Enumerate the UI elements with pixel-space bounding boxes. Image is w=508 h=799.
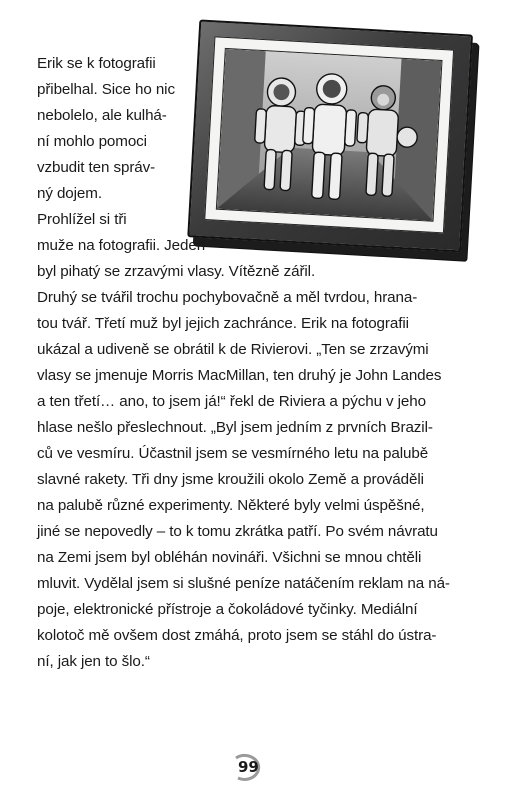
text-line: na Zemi jsem byl obléhán novináři. Všichni se mnou chtěli: [37, 549, 422, 566]
photo-mat: [204, 36, 454, 233]
text-line: přibelhal. Sice ho nic: [37, 81, 175, 98]
text-line: nebolelo, ale kulhá-: [37, 107, 167, 124]
text-line: ukázal a udiveně se obrátil k de Rivierovi. „Ten se zrzavými: [37, 341, 429, 358]
text-line: ců ve vesmíru. Účastnil jsem se vesmírného letu na palubě: [37, 445, 429, 462]
text-line: poje, elektronické přístroje a čokoládové tyčinky. Mediální: [37, 601, 418, 618]
text-line: ní, jak jen to šlo.“: [37, 653, 150, 670]
page-number: [228, 752, 272, 784]
text-line: slavné rakety. Tři dny jsme kroužili okolo Země a prováděli: [37, 471, 424, 488]
text-line: vlasy se jmenuje Morris MacMillan, ten druhý je John Landes: [37, 367, 442, 384]
text-line: Prohlížel si tři: [37, 211, 127, 228]
text-line: mluvit. Vydělal jsem si slušné peníze natáčením reklam na ná-: [37, 575, 450, 592]
picture-frame: [187, 19, 473, 252]
astronauts-photo: [216, 48, 443, 222]
text-line: hlase nešlo přeslechnout. „Byl jsem jedním z prvních Brazil-: [37, 419, 433, 436]
text-line: muže na fotografii. Jeden: [37, 237, 206, 254]
text-line: ní mohlo pomoci: [37, 133, 147, 150]
framed-photo-illustration: [187, 19, 477, 256]
text-line: vzbudit ten správ-: [37, 159, 156, 176]
text-line: na palubě různé experimenty. Některé byly velmi úspěšné,: [37, 497, 425, 514]
text-line: Druhý se tvářil trochu pochybovačně a měl tvrdou, hrana-: [37, 289, 418, 306]
text-line: Erik se k fotografii: [37, 55, 156, 72]
text-line: byl pihatý se zrzavými vlasy. Vítězně zářil.: [37, 263, 316, 280]
text-line: a ten třetí… ano, to jsem já!“ řekl de Riviera a pýchu v jeho: [37, 393, 426, 410]
text-line: tou tvář. Třetí muž byl jejich zachránce. Erik na fotografii: [37, 315, 409, 332]
text-line: kolotoč mě ovšem dost zmáhá, proto jsem se stáhl do ústra-: [37, 627, 437, 644]
text-line: ný dojem.: [37, 185, 102, 202]
text-line: jiné se nepovedly – to k tomu zkrátka patří. Po svém návratu: [37, 523, 438, 540]
page-number-text: 99: [238, 758, 259, 776]
